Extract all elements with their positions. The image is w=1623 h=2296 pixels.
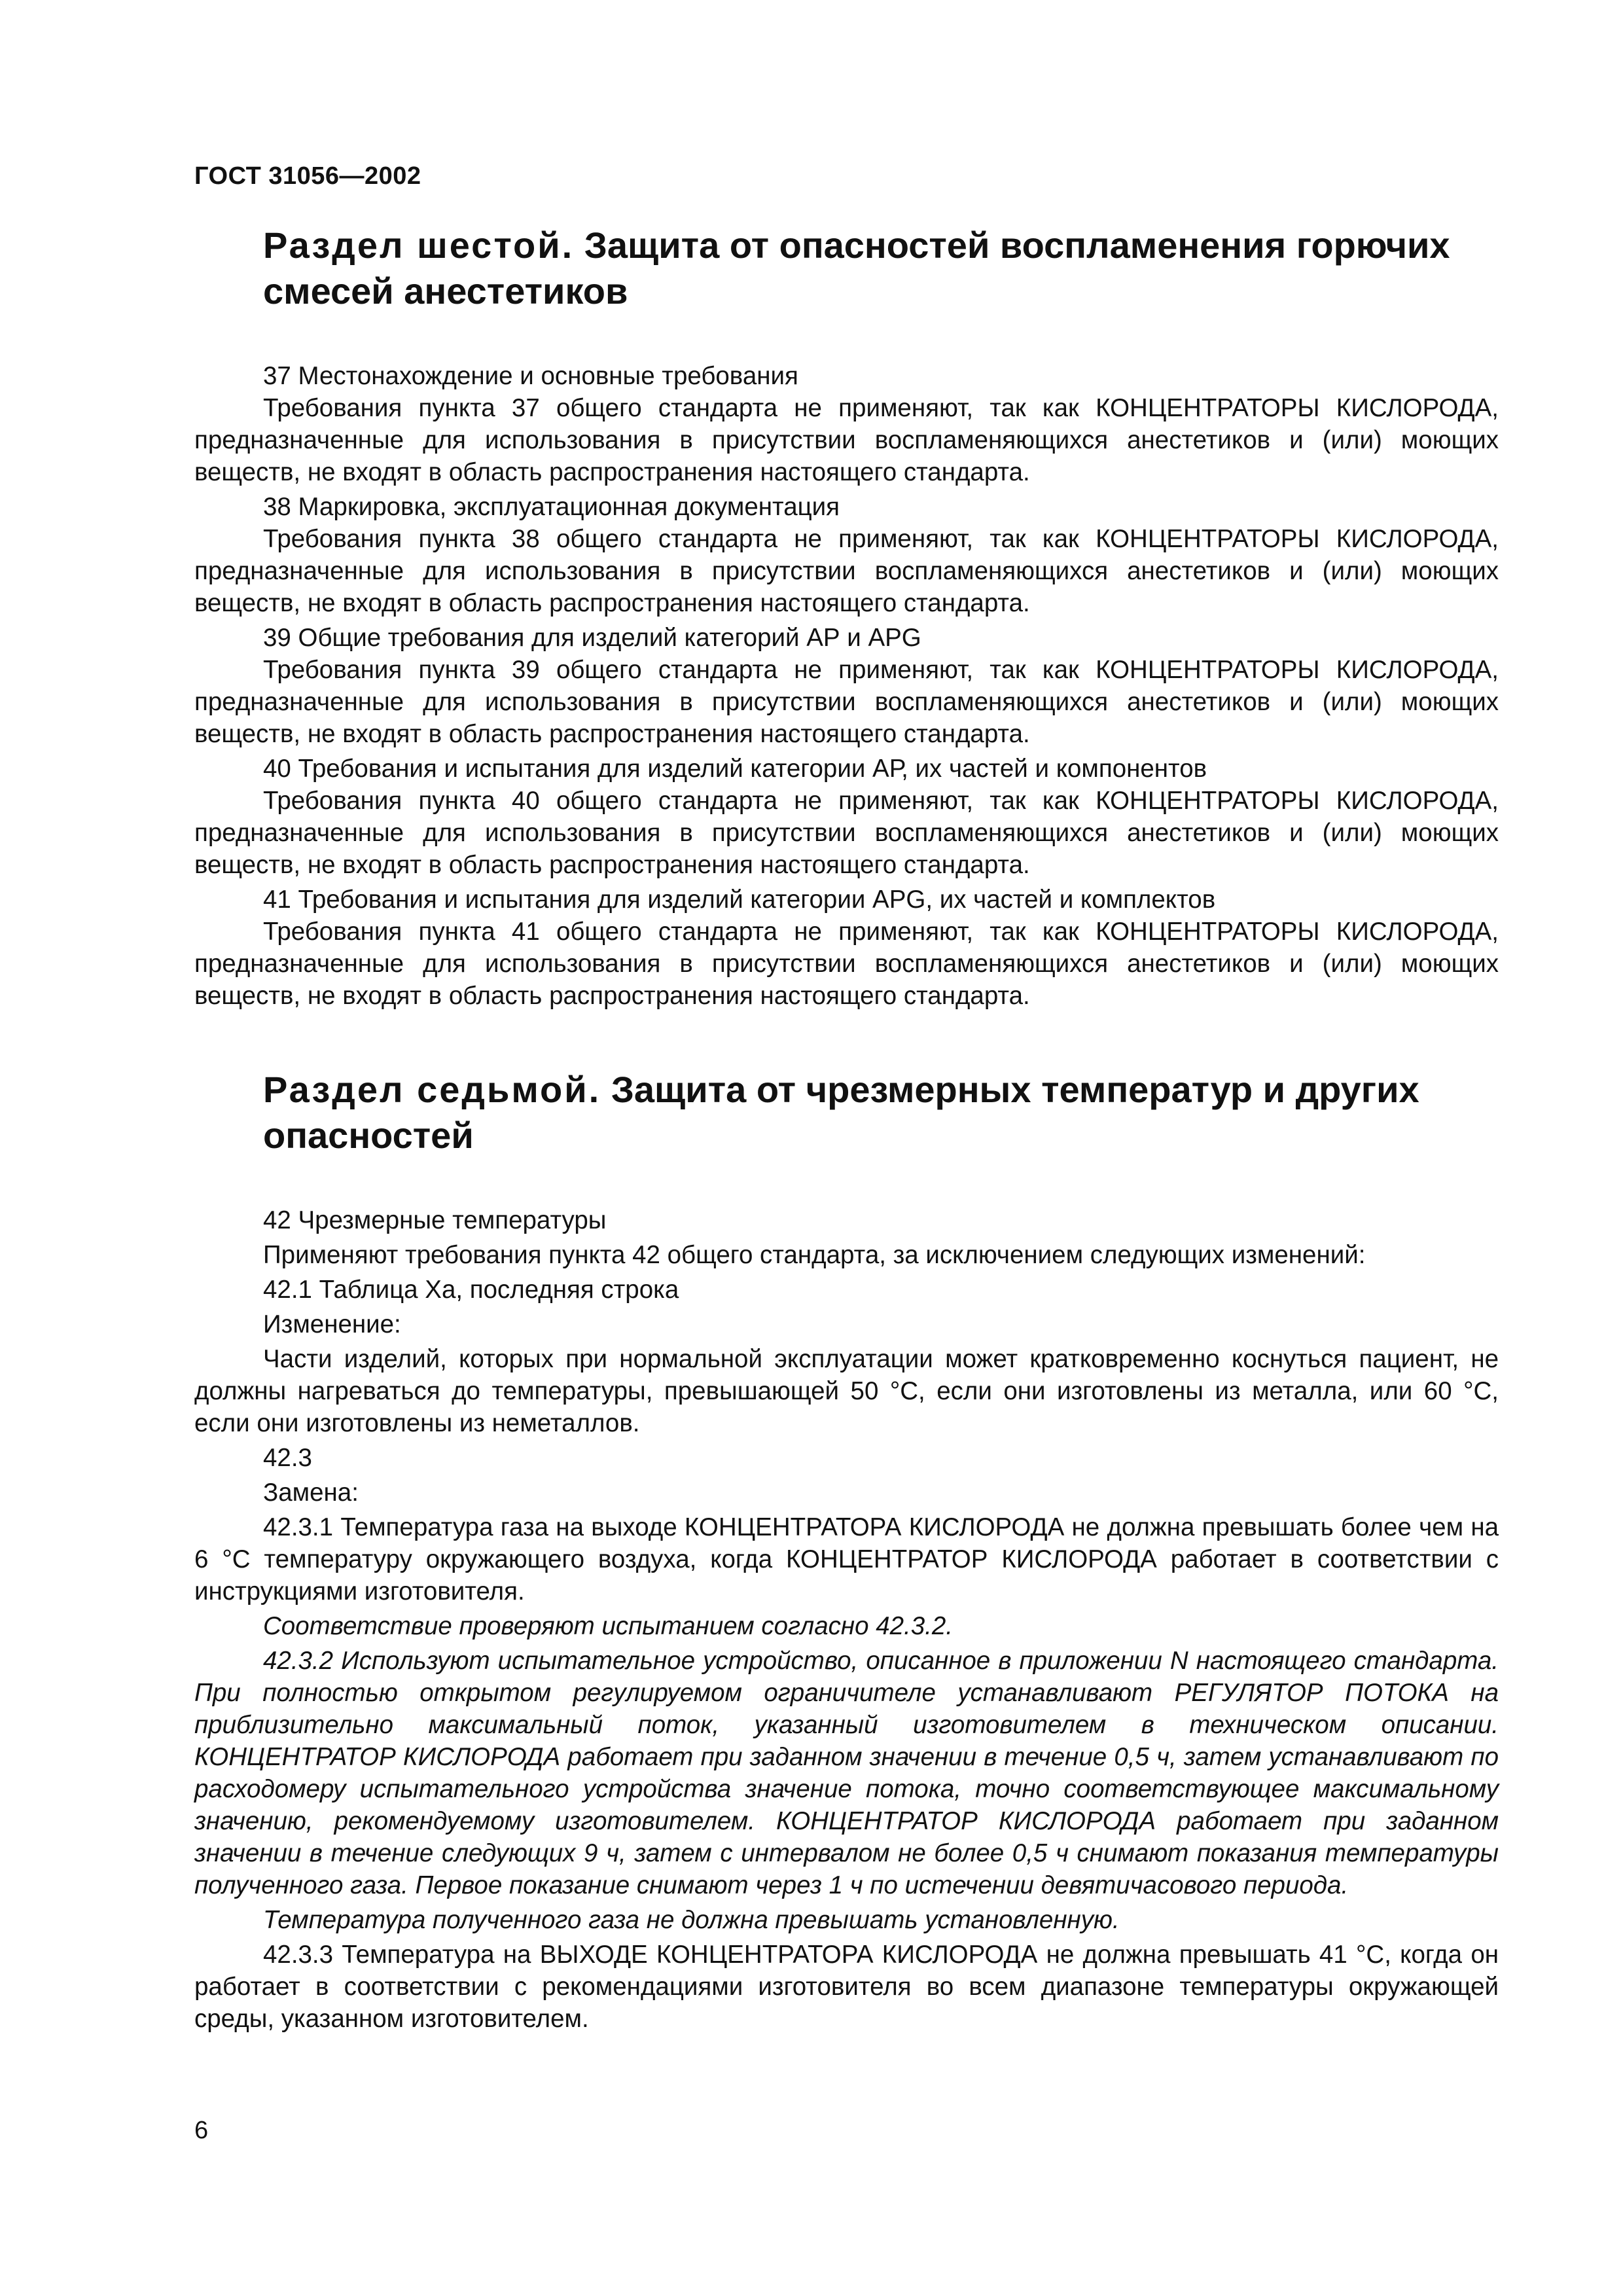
clause-42-heading: 42 Чрезмерные температуры (263, 1206, 607, 1234)
section-7-title (263, 1067, 1499, 1158)
section-7-subject: Защита от чрезмерных температур и других опасностей (263, 1069, 1419, 1156)
clause-42-apply: Применяют требования пункта 42 общего стандарта, за исключением следующих изменений: (263, 1241, 1366, 1269)
clause-41-text: Требования пункта 41 общего стандарта не применяют, так как КОНЦЕНТРАТОРЫ КИСЛОРОДА, предназначенные для использования в присутствии воспламеняющихся анестетиков и (или) моющих веществ, не входят в область распространения настоящего стандарта. (194, 918, 1499, 1010)
clause-42-3-1: 42.3.1 Температура газа на выходе КОНЦЕНТРАТОРА КИСЛОРОДА не должна превышать более чем на 6 °С температуру окружающего воздуха, когда КОНЦЕНТРАТОР КИСЛОРОДА работает в соответствии с инструкциями изготовителя. (194, 1513, 1499, 1605)
clause-42-3-3: 42.3.3 Температура на ВЫХОДЕ КОНЦЕНТРАТОРА КИСЛОРОДА не должна превышать 41 °С, когда он работает в соответствии с рекомендациями изготовителя во всем диапазоне температуры окружающей среды, указанном изготовителем. (194, 1941, 1499, 2033)
clause-41-heading: 41 Требования и испытания для изделий категории APG, их частей и комплектов (263, 886, 1216, 914)
clause-40-heading: 40 Требования и испытания для изделий категории АР, их частей и компонентов (263, 755, 1207, 783)
clause-42-1-change-label: Изменение: (263, 1310, 401, 1338)
clause-39-heading: 39 Общие требования для изделий категорий АР и APG (263, 624, 921, 652)
clause-42-3-replace-label: Замена: (263, 1479, 359, 1507)
section-6-subject: Защита от опасностей воспламенения горючих смесей анестетиков (263, 224, 1450, 312)
clause-42-3: 42.3 (263, 1444, 312, 1472)
section-6-number: Раздел шестой. (263, 224, 575, 266)
clause-42-3-1-check: Соответствие проверяют испытанием согласно 42.3.2. (263, 1612, 953, 1640)
clause-42-1: 42.1 Таблица Ха, последняя строка (263, 1276, 679, 1304)
section-7-number: Раздел седьмой. (263, 1069, 601, 1110)
clause-42-3-2-limit: Температура полученного газа не должна превышать установленную. (263, 1906, 1120, 1934)
document-code: ГОСТ 31056—2002 (194, 162, 421, 190)
clause-38-heading: 38 Маркировка, эксплуатационная документация (263, 493, 840, 521)
clause-37-text: Требования пункта 37 общего стандарта не применяют, так как КОНЦЕНТРАТОРЫ КИСЛОРОДА, предназначенные для использования в присутствии воспламеняющихся анестетиков и (или) моющих веществ, не входят в область распространения настоящего стандарта. (194, 394, 1499, 486)
section-6-title (263, 223, 1499, 314)
clause-40-text: Требования пункта 40 общего стандарта не применяют, так как КОНЦЕНТРАТОРЫ КИСЛОРОДА, предназначенные для использования в присутствии воспламеняющихся анестетиков и (или) моющих веществ, не входят в область распространения настоящего стандарта. (194, 787, 1499, 879)
page-number: 6 (194, 2117, 209, 2144)
clause-39-text: Требования пункта 39 общего стандарта не применяют, так как КОНЦЕНТРАТОРЫ КИСЛОРОДА, предназначенные для использования в присутствии воспламеняющихся анестетиков и (или) моющих веществ, не входят в область распространения настоящего стандарта. (194, 656, 1499, 748)
page-content (194, 223, 1499, 2035)
clause-38-text: Требования пункта 38 общего стандарта не применяют, так как КОНЦЕНТРАТОРЫ КИСЛОРОДА, предназначенные для использования в присутствии воспламеняющихся анестетиков и (или) моющих веществ, не входят в область распространения настоящего стандарта. (194, 525, 1499, 617)
clause-42-1-change-text: Части изделий, которых при нормальной эксплуатации может кратковременно коснуться пациент, не должны нагреваться до температуры, превышающей 50 °С, если они изготовлены из металла, или 60 °С, если они изготовлены из неметаллов. (194, 1345, 1499, 1437)
clause-37-heading: 37 Местонахождение и основные требования (263, 362, 798, 390)
clause-42-3-2: 42.3.2 Используют испытательное устройство, описанное в приложении N настоящего стандарта. При полностью открытом регулируемом ограничителе устанавливают РЕГУЛЯТОР ПОТОКА на приблизительно максимальный поток, указанный изготовителем в техническом описании. КОНЦЕНТРАТОР КИСЛОРОДА работает при заданном значении в течение 0,5 ч, затем устанавливают по расходомеру испытательного устройства значение потока, точно соответствующее максимальному значению, рекомендуемому изготовителем. КОНЦЕНТРАТОР КИСЛОРОДА работает при заданном значении в течение следующих 9 ч, затем с интервалом не более 0,5 ч снимают показания температуры полученного газа. Первое показание снимают через 1 ч по истечении девятичасового периода. (194, 1647, 1499, 1899)
